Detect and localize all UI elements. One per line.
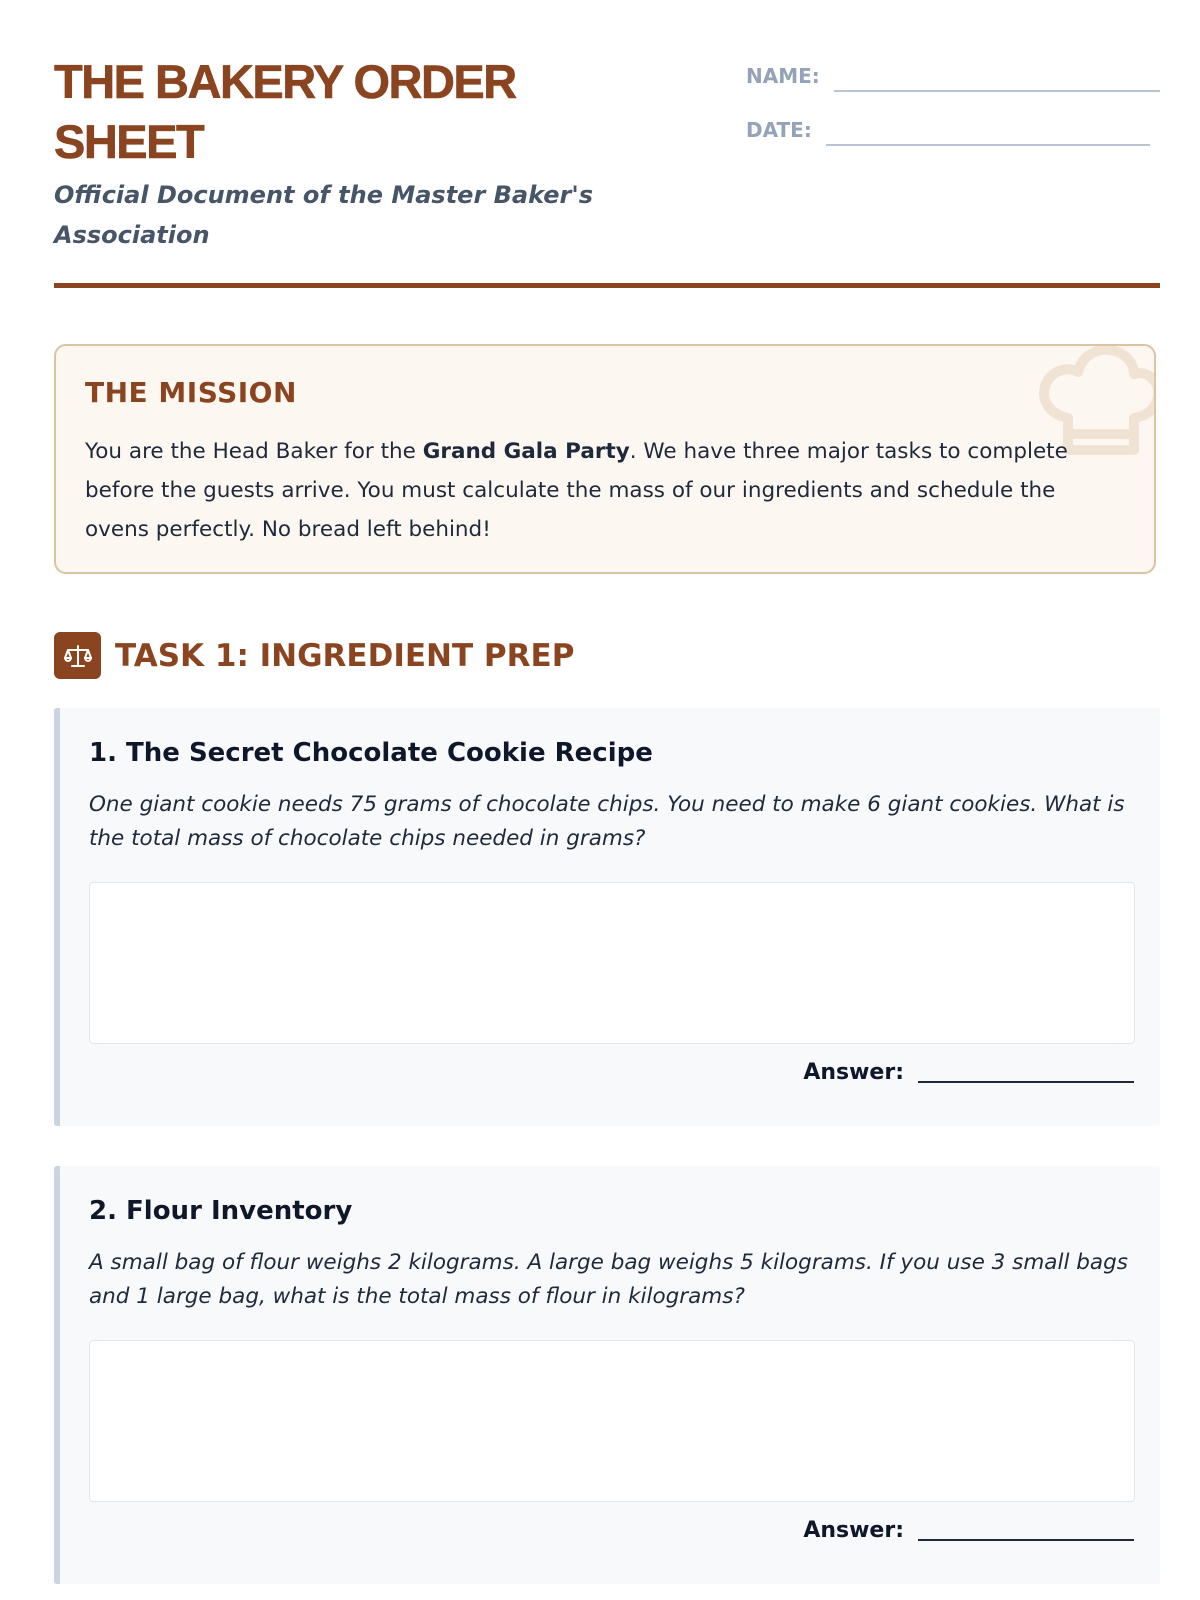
question-text: One giant cookie needs 75 grams of chocolate chips. You need to make 6 giant cookies. What is the total mass of chocolate chips needed in grams? [89,792,1125,851]
answer-row [803,1060,1134,1085]
student-info [746,56,1160,164]
mission-text-intro: You are the Head Baker for the [85,439,423,464]
date-row [746,110,1160,148]
name-row [746,56,1160,94]
page-subtitle: Official Document of the Master Baker's Association [54,181,593,249]
question-text: A small bag of flour weighs 2 kilograms. A large bag weighs 5 kilograms. If you use 3 small bags and 1 large bag, what is the total mass of flour in kilograms? [89,1250,1128,1309]
task-1-title: TASK 1: INGREDIENT PREP [115,637,575,674]
task-1-heading [54,632,574,679]
work-area[interactable] [89,882,1135,1044]
question-card [54,1166,1160,1584]
mission-box [54,344,1156,574]
header-divider [54,283,1160,288]
mission-heading: THE MISSION [85,376,297,409]
name-field[interactable] [834,90,1160,92]
scale-icon [54,632,101,679]
page-title: THE BAKERY ORDER SHEET [54,55,516,168]
question-title: 2. Flour Inventory [89,1196,353,1226]
answer-field[interactable] [918,1081,1134,1083]
question-card [54,708,1160,1126]
date-label: DATE: [746,118,812,142]
answer-label: Answer: [803,1060,904,1085]
mission-text-body: . We have three major tasks to complete before the guests arrive. You must calculate the mass of our ingredients and schedule the ovens perfectly. No bread left behind! [85,439,1068,542]
mission-text [85,432,1085,549]
date-field[interactable] [826,144,1150,146]
worksheet-page [54,0,1160,1543]
work-area[interactable] [89,1340,1135,1502]
worksheet-header [54,0,1160,290]
answer-row [803,1518,1134,1543]
mission-event-name: Grand Gala Party [422,439,630,464]
question-title: 1. The Secret Chocolate Cookie Recipe [89,738,653,768]
answer-field[interactable] [918,1539,1134,1541]
answer-label: Answer: [803,1518,904,1543]
name-label: NAME: [746,64,820,88]
